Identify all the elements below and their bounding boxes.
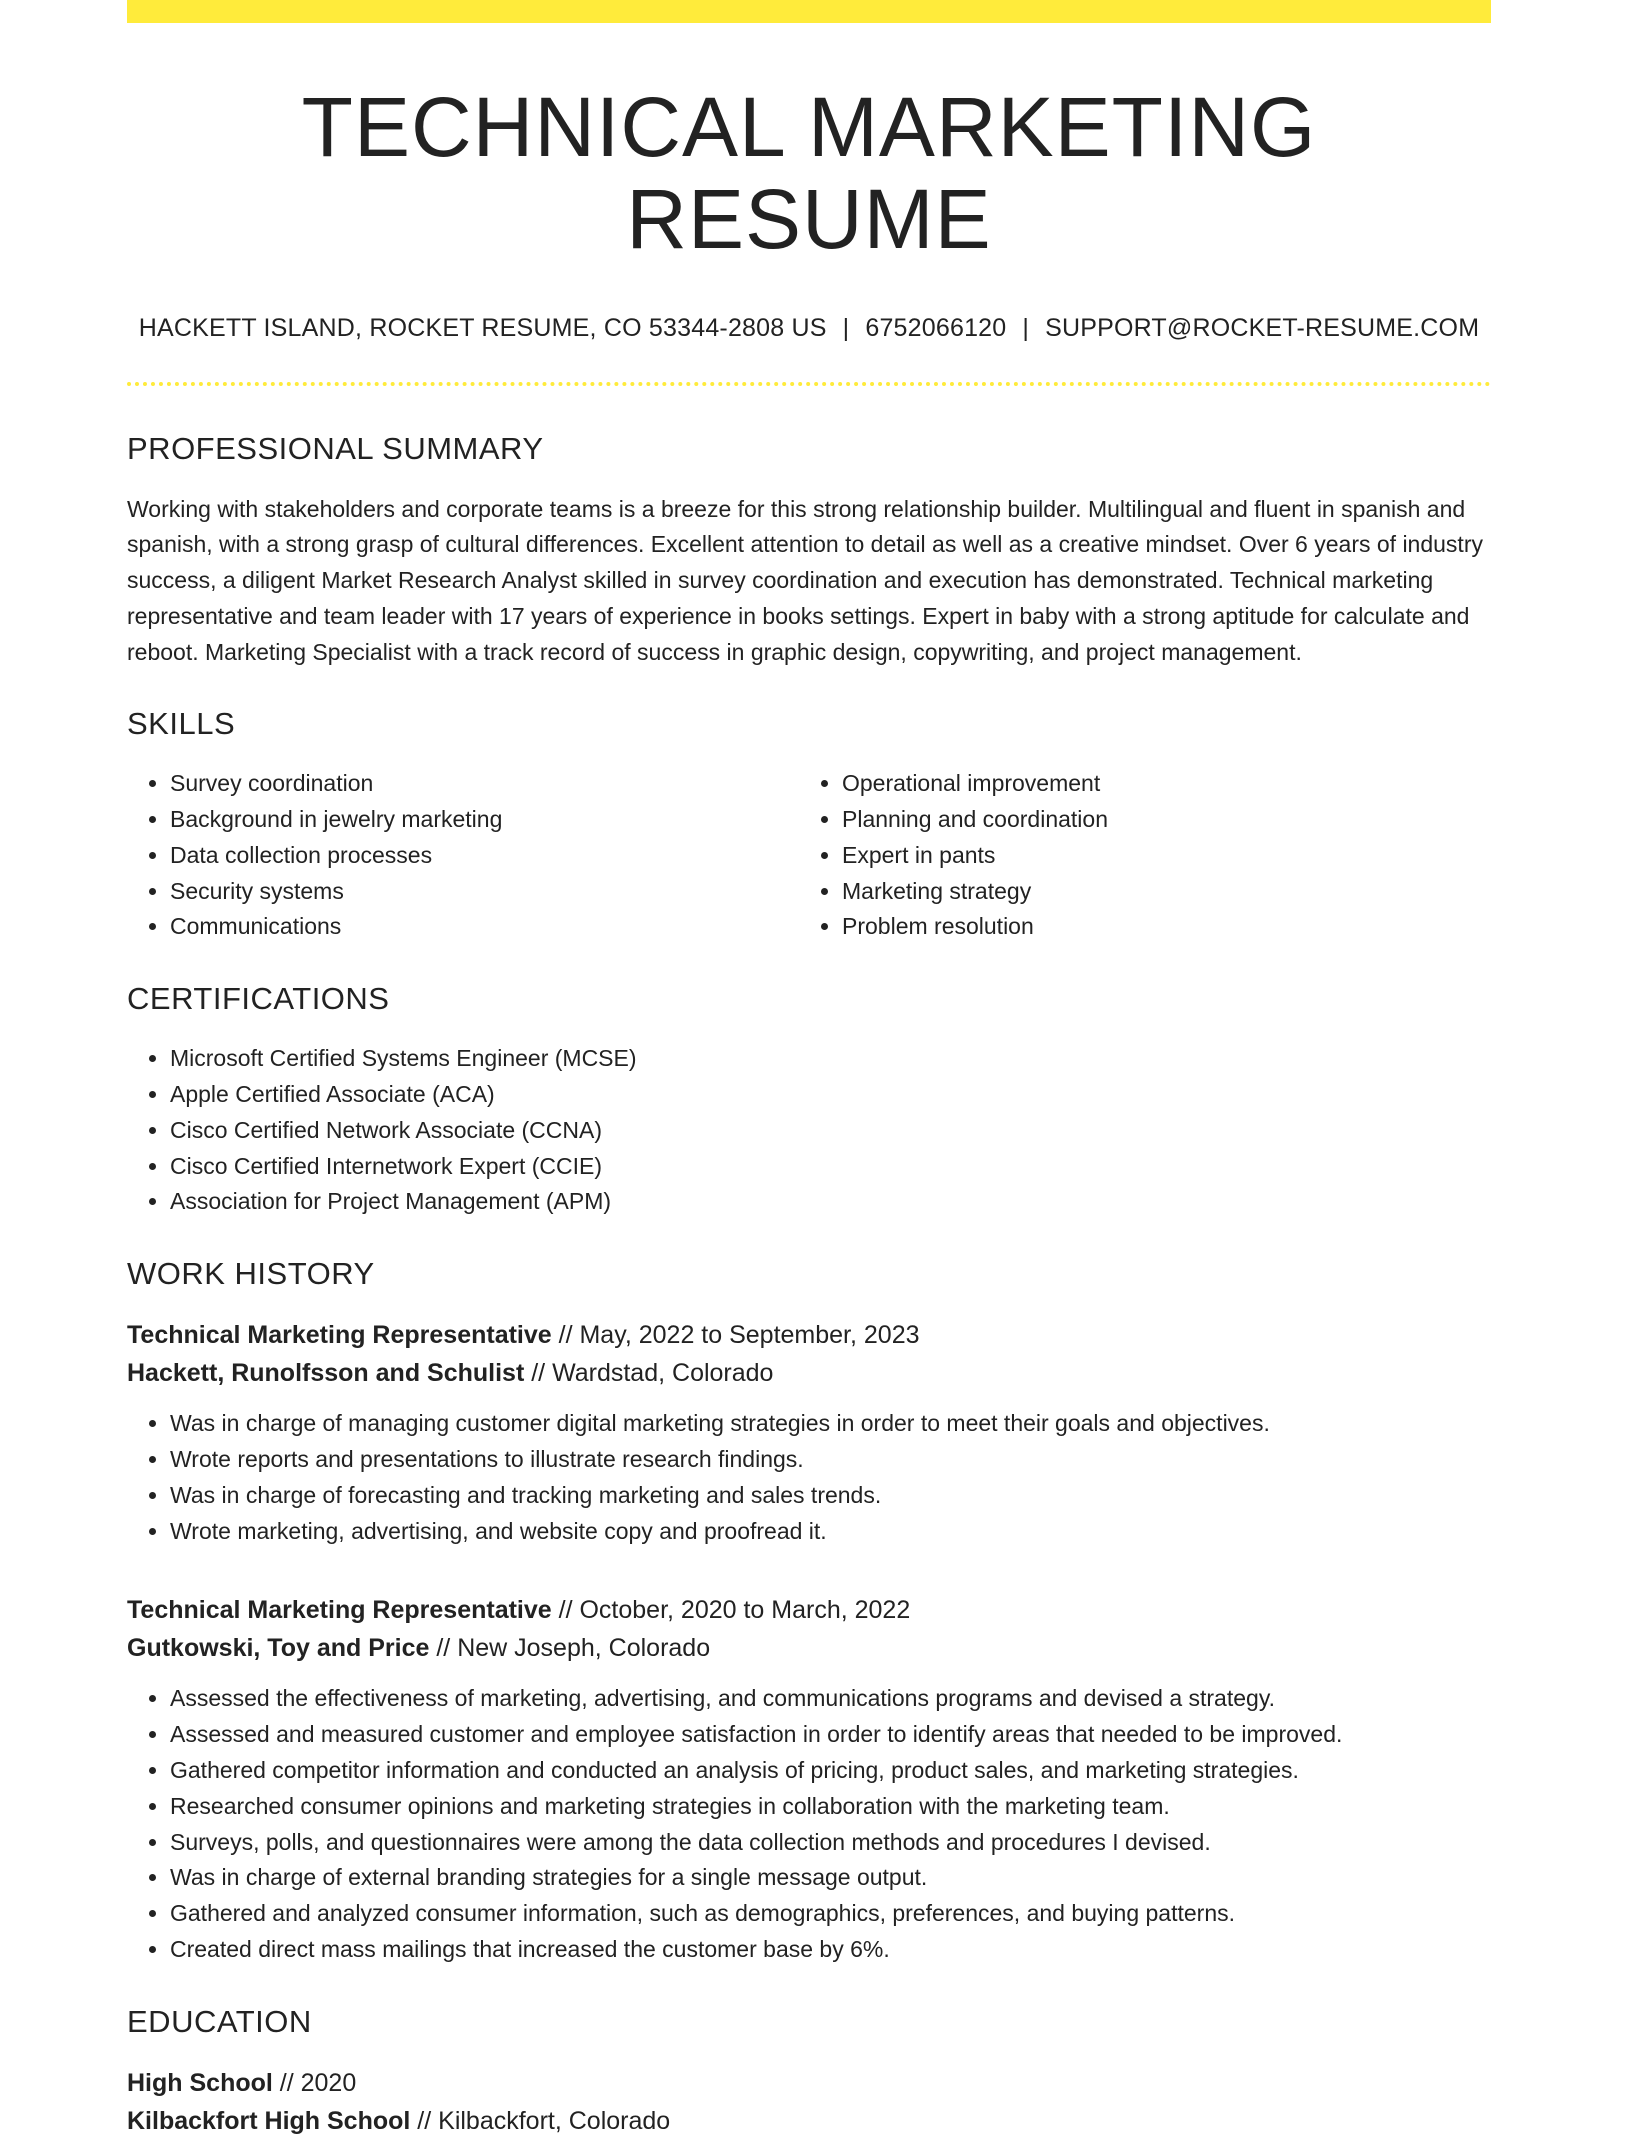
certification-item: • Microsoft Certified Systems Engineer (MCSE) [170, 1041, 1491, 1077]
education-degree: High School [127, 2068, 273, 2097]
job-location: // Wardstad, Colorado [524, 1359, 774, 1388]
job-dates: // October, 2020 to March, 2022 [551, 1596, 911, 1625]
job-company-line [127, 1629, 1491, 1667]
job-duty-item: • Was in charge of external branding strategies for a single message output. [170, 1860, 1491, 1896]
job-duties-list [127, 1681, 1491, 1967]
resume-title: TECHNICAL MARKETING RESUME [301, 80, 1317, 267]
contact-phone: 6752066120 [865, 313, 1007, 342]
skill-item: • Security systems [170, 874, 799, 910]
certification-item: • Association for Project Management (APM) [170, 1184, 1491, 1220]
summary-heading: PROFESSIONAL SUMMARY [127, 430, 544, 466]
job-duty-item: • Was in charge of forecasting and tracking marketing and sales trends. [170, 1478, 1491, 1514]
contact-separator: | [842, 313, 850, 342]
education-location: // Kilbackfort, Colorado [410, 2106, 671, 2135]
job-duty-item: • Was in charge of managing customer digital marketing strategies in order to meet their goals and objectives. [170, 1406, 1491, 1442]
skill-item: • Problem resolution [842, 909, 1471, 945]
job-entry [127, 1316, 1491, 1549]
contact-address: HACKETT ISLAND, ROCKET RESUME, CO 53344-2808 US [138, 313, 827, 342]
work-history-section [127, 1256, 1491, 1968]
job-title: Technical Marketing Representative [127, 1321, 552, 1350]
job-duty-item: • Created direct mass mailings that increased the customer base by 6%. [170, 1932, 1491, 1968]
job-company: Gutkowski, Toy and Price [127, 1634, 430, 1663]
skill-item: • Communications [170, 909, 799, 945]
skill-item: • Data collection processes [170, 838, 799, 874]
skills-grid [127, 766, 1491, 945]
job-duty-item: • Assessed and measured customer and employee satisfaction in order to identify areas that needed to be improved. [170, 1717, 1491, 1753]
resume-page [127, 0, 1491, 2140]
job-duty-item: • Wrote marketing, advertising, and website copy and proofread it. [170, 1514, 1491, 1550]
skill-item: • Expert in pants [842, 838, 1471, 874]
job-location: // New Joseph, Colorado [429, 1634, 711, 1663]
certifications-section [127, 981, 1491, 1220]
education-school-line [127, 2102, 1491, 2140]
skills-heading: SKILLS [127, 706, 236, 742]
job-title: Technical Marketing Representative [127, 1596, 552, 1625]
contact-separator: | [1022, 313, 1030, 342]
job-title-line [127, 1316, 1491, 1354]
accent-top-bar [127, 0, 1491, 23]
job-title-line [127, 1591, 1491, 1629]
skill-item: • Planning and coordination [842, 802, 1471, 838]
education-school: Kilbackfort High School [127, 2106, 411, 2135]
skills-column-left [127, 766, 799, 945]
job-duty-item: • Wrote reports and presentations to illustrate research findings. [170, 1442, 1491, 1478]
dotted-divider [127, 382, 1491, 386]
skill-item: • Marketing strategy [842, 874, 1471, 910]
contact-email: SUPPORT@ROCKET-RESUME.COM [1045, 313, 1480, 342]
job-company: Hackett, Runolfsson and Schulist [127, 1359, 525, 1388]
education-year: // 2020 [272, 2068, 357, 2097]
skills-column-right [799, 766, 1471, 945]
skill-item: • Background in jewelry marketing [170, 802, 799, 838]
job-duty-item: • Researched consumer opinions and marketing strategies in collaboration with the marketing team. [170, 1789, 1491, 1825]
skills-section [127, 706, 1491, 945]
job-duty-item: • Assessed the effectiveness of marketing, advertising, and communications programs and devised a strategy. [170, 1681, 1491, 1717]
contact-line [127, 314, 1491, 343]
job-entry [127, 1591, 1491, 1967]
certifications-list [127, 1041, 1491, 1220]
skill-item: • Operational improvement [842, 766, 1471, 802]
certifications-heading: CERTIFICATIONS [127, 981, 390, 1017]
job-duty-item: • Gathered competitor information and conducted an analysis of pricing, product sales, and marketing strategies. [170, 1753, 1491, 1789]
job-duty-item: • Gathered and analyzed consumer information, such as demographics, preferences, and buying patterns. [170, 1896, 1491, 1932]
job-duty-item: • Surveys, polls, and questionnaires were among the data collection methods and procedures I devised. [170, 1825, 1491, 1861]
job-duties-list [127, 1406, 1491, 1549]
skill-item: • Survey coordination [170, 766, 799, 802]
certification-item: • Cisco Certified Network Associate (CCNA) [170, 1113, 1491, 1149]
education-section [127, 2004, 1491, 2140]
job-dates: // May, 2022 to September, 2023 [551, 1321, 920, 1350]
job-company-line [127, 1354, 1491, 1392]
certification-item: • Apple Certified Associate (ACA) [170, 1077, 1491, 1113]
education-degree-line [127, 2064, 1491, 2102]
education-heading: EDUCATION [127, 2003, 312, 2039]
summary-text: Working with stakeholders and corporate teams is a breeze for this strong relationship builder. Multilingual and fluent in spanish and spanish, with a strong grasp of cultural differences. Excellent attention to detail as well as a creative mindset. Over 6 years of industry success, a diligent Market Research Analyst skilled in survey coordination and execution has demonstrated. Technical marketing representative and team leader with 17 years of experience in books settings. Expert in baby with a strong aptitude for calculate and reboot. Marketing Specialist with a track record of success in graphic design, copywriting, and project management. [127, 495, 1483, 665]
certification-item: • Cisco Certified Internetwork Expert (CCIE) [170, 1149, 1491, 1185]
work-history-heading: WORK HISTORY [127, 1256, 375, 1292]
